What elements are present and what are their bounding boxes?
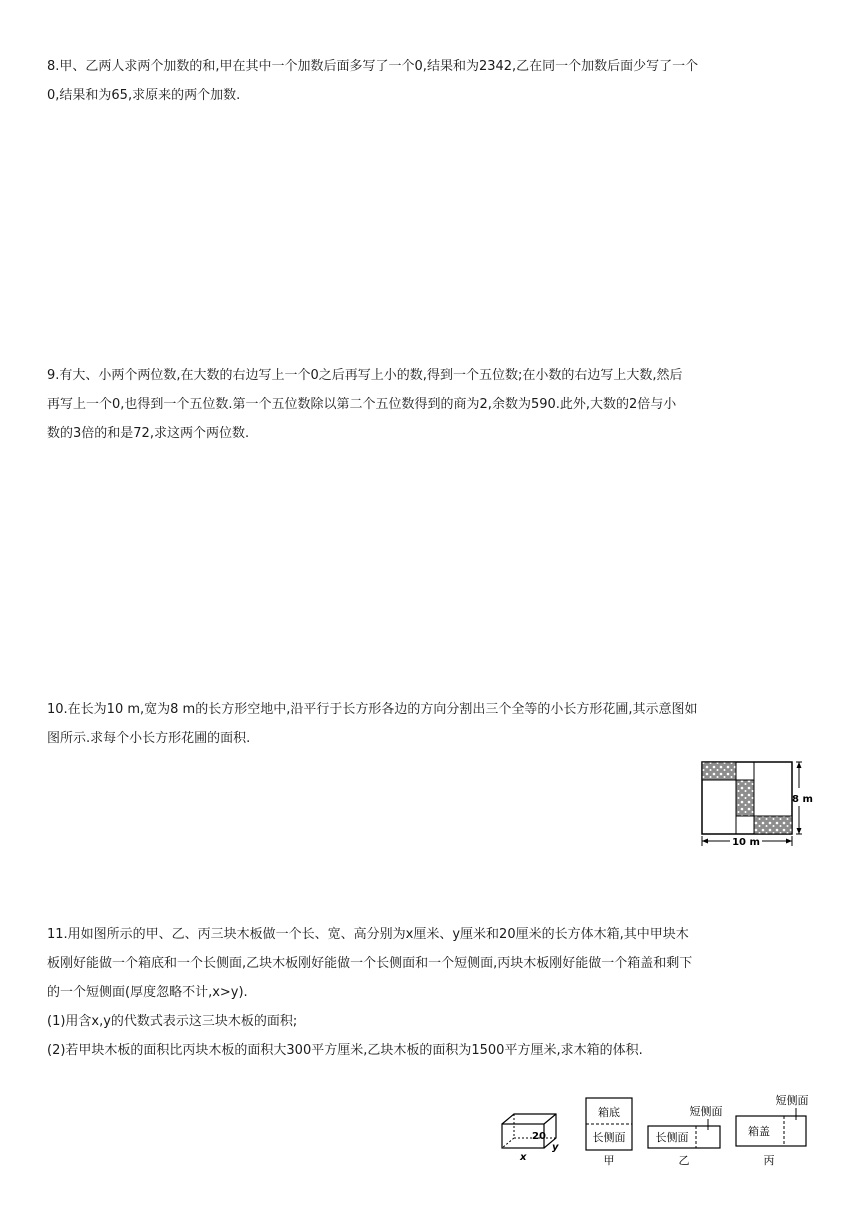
bing-caption: 丙 bbox=[763, 1154, 775, 1167]
question-8-line-2: 0,结果和为65,求原来的两个加数. bbox=[47, 88, 241, 103]
board-bing bbox=[736, 1094, 809, 1167]
question-9-line-2: 再写上一个0,也得到一个五位数.第一个五位数除以第二个五位数得到的商为2,余数为590.此外,大数的2倍与小 bbox=[47, 397, 677, 412]
garden-bed-3 bbox=[754, 816, 792, 834]
box-length-label: x bbox=[520, 1152, 527, 1163]
bing-left-label: 箱盖 bbox=[748, 1125, 770, 1138]
jia-caption: 甲 bbox=[603, 1154, 615, 1167]
yi-caption: 乙 bbox=[678, 1154, 690, 1167]
garden-bed-2 bbox=[736, 780, 754, 816]
height-label: 8 m bbox=[792, 794, 813, 805]
yi-right-label: 短侧面 bbox=[689, 1105, 723, 1118]
question-11-part-1: (1)用含x,y的代数式表示这三块木板的面积; bbox=[47, 1014, 298, 1029]
question-10-line-2: 图所示.求每个小长方形花圃的面积. bbox=[47, 731, 251, 746]
box-height-label: 20 bbox=[532, 1131, 546, 1142]
question-8 bbox=[47, 52, 813, 110]
question-11-line-1: 11.用如图所示的甲、乙、丙三块木板做一个长、宽、高分别为x厘米、y厘米和20厘米的长方体木箱,其中甲块木 bbox=[47, 927, 689, 942]
question-11-part-2: (2)若甲块木板的面积比丙块木板的面积大300平方厘米,乙块木板的面积为1500平方厘米,求木箱的体积. bbox=[47, 1043, 643, 1058]
width-label: 10 m bbox=[732, 837, 760, 848]
question-11 bbox=[47, 920, 813, 1065]
question-9-line-1: 9.有大、小两个两位数,在大数的右边写上一个0之后再写上小的数,得到一个五位数;在小数的右边写上大数,然后 bbox=[47, 368, 683, 383]
jia-bottom-label: 长侧面 bbox=[592, 1131, 626, 1144]
garden-plot-figure bbox=[698, 758, 814, 848]
question-10-line-1: 10.在长为10 m,宽为8 m的长方形空地中,沿平行于长方形各边的方向分割出三个全等的小长方形花圃,其示意图如 bbox=[47, 702, 698, 717]
question-9-line-3: 数的3倍的和是72,求这两个两位数. bbox=[47, 426, 250, 441]
yi-left-label: 长侧面 bbox=[655, 1131, 689, 1144]
question-8-line-1: 8.甲、乙两人求两个加数的和,甲在其中一个加数后面多写了一个0,结果和为2342,乙在同一个加数后面少写了一个 bbox=[47, 59, 699, 74]
box-width-label: y bbox=[552, 1142, 559, 1153]
board-jia bbox=[586, 1098, 632, 1167]
question-11-line-3: 的一个短侧面(厚度忽略不计,x>y). bbox=[47, 985, 248, 1000]
question-9 bbox=[47, 361, 813, 448]
wooden-board-figure bbox=[498, 1090, 816, 1172]
board-yi bbox=[648, 1105, 723, 1167]
bing-right-label: 短侧面 bbox=[775, 1094, 809, 1107]
question-11-line-2: 板刚好能做一个箱底和一个长侧面,乙块木板刚好能做一个长侧面和一个短侧面,丙块木板刚好能做一个箱盖和剩下 bbox=[47, 956, 693, 971]
garden-bed-1 bbox=[702, 762, 736, 780]
box-diagram bbox=[502, 1114, 559, 1163]
question-10 bbox=[47, 695, 813, 753]
jia-top-label: 箱底 bbox=[598, 1106, 620, 1119]
